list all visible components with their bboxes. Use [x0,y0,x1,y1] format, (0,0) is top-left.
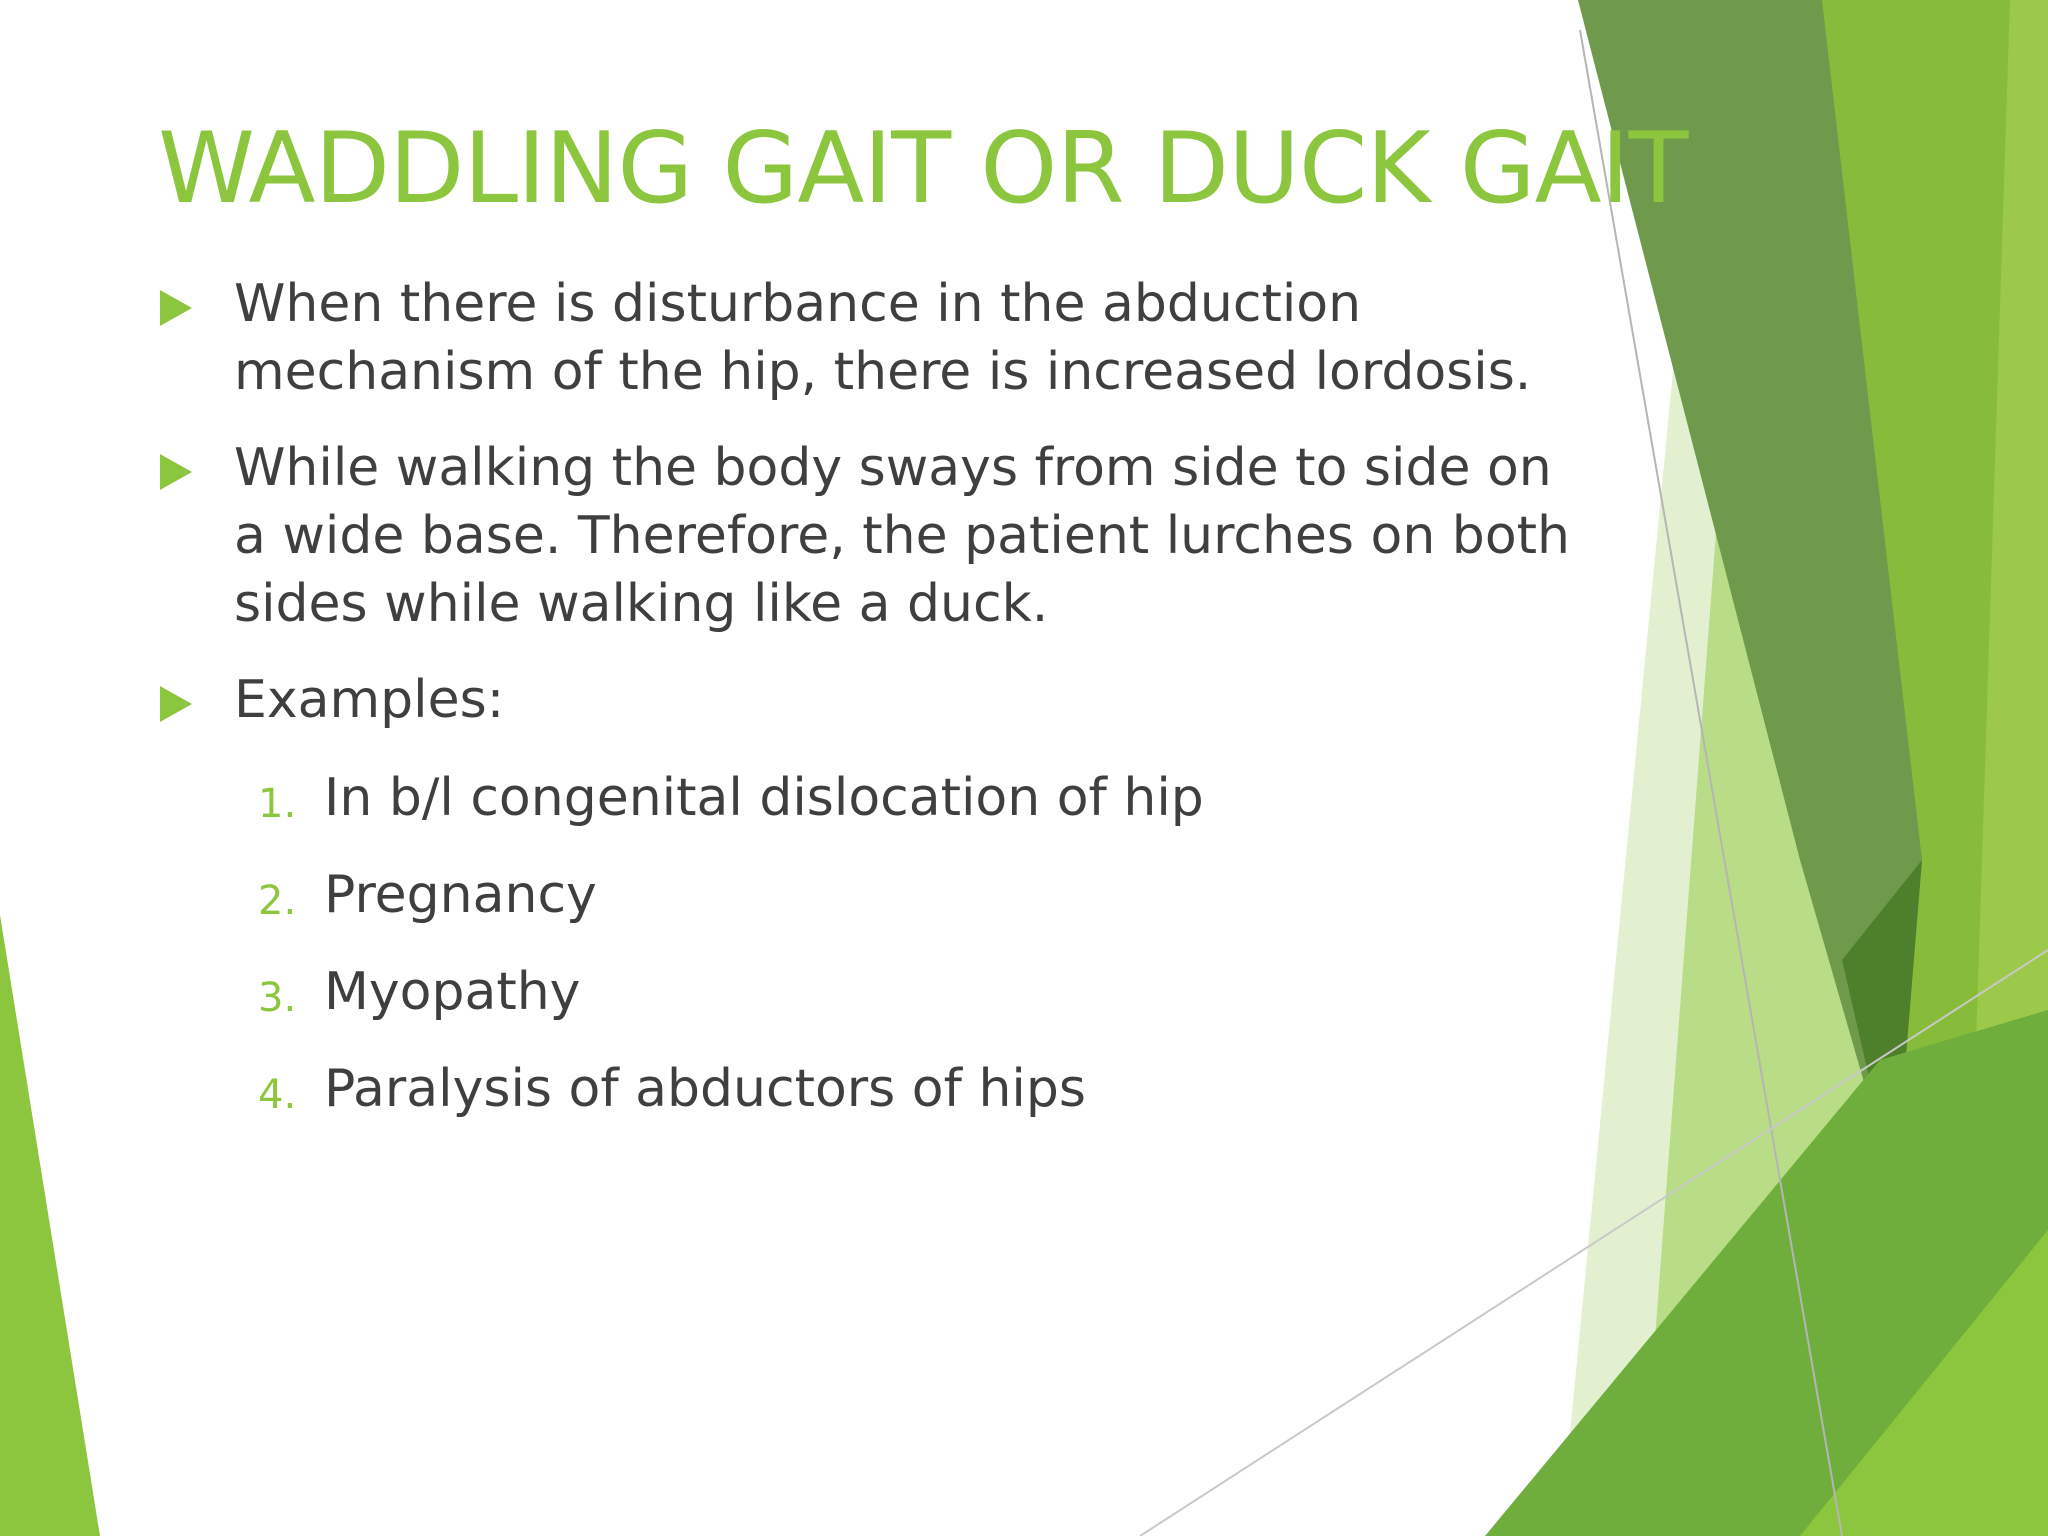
bullet-item [158,270,1588,406]
bullet-item [158,666,1588,734]
list-number: 2. [258,878,297,924]
example-item [258,861,1458,958]
examples-list [258,764,1458,1152]
example-text: In b/l congenital dislocation of hip [324,768,1204,828]
example-item [258,1055,1458,1152]
list-number: 4. [258,1072,297,1118]
bullet-item [158,434,1588,638]
example-item [258,958,1458,1055]
bullet-text: While walking the body sways from side to side on a wide base. Therefore, the patient lurches on both sides while walking like a duck. [234,438,1570,634]
triangle-right-icon [160,686,192,722]
list-number: 3. [258,975,297,1021]
example-text: Paralysis of abductors of hips [324,1059,1086,1119]
slide-title: WADDLING GAIT OR DUCK GAIT [158,112,1688,226]
triangle-right-icon [160,454,192,490]
bullet-text: When there is disturbance in the abduction mechanism of the hip, there is increased lordosis. [234,274,1532,402]
example-text: Myopathy [324,962,581,1022]
left-green-sliver [0,915,100,1536]
bullet-text: Examples: [234,670,505,730]
list-number: 1. [258,781,297,827]
example-text: Pregnancy [324,865,597,925]
example-item [258,764,1458,861]
bullet-list [158,270,1588,762]
triangle-right-icon [160,290,192,326]
